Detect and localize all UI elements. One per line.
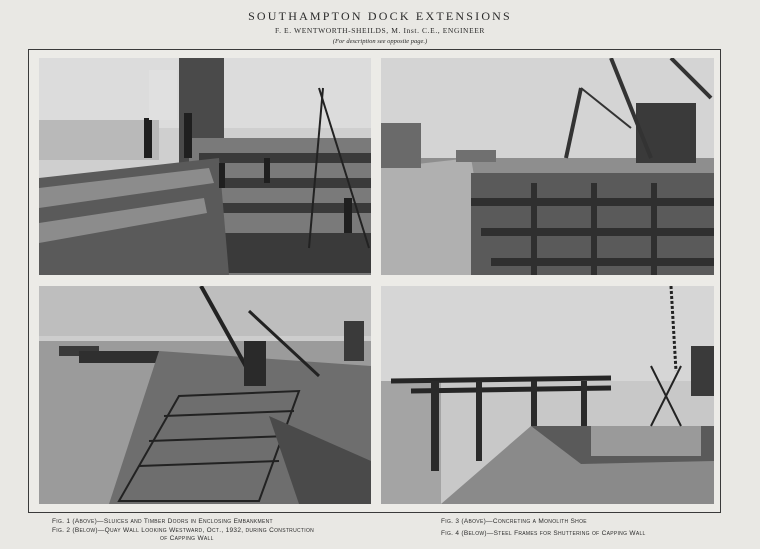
page-title: SOUTHAMPTON DOCK EXTENSIONS: [248, 9, 512, 23]
caption-fig2-continued: of Capping Wall: [160, 535, 214, 542]
caption-fig1: Fig. 1 (Above)—Sluices and Timber Doors in Enclosing Embankment: [52, 518, 273, 525]
caption-fig2: Fig. 2 (Below)—Quay Wall Looking Westward, Oct., 1932, during Construction: [52, 527, 315, 534]
photo-fig3-monolith-shoe: [381, 58, 714, 275]
caption-fig3: Fig. 3 (Above)—Concreting a Monolith Shoe: [441, 518, 587, 525]
photo-fig1-sluices: [39, 58, 371, 275]
photo-fig2-quay-wall: [39, 286, 371, 504]
photo-plate: [28, 49, 721, 513]
engineer-credit: F. E. WENTWORTH-SHEILDS, M. Inst. C.E., ENGINEER: [274, 26, 486, 35]
caption-fig4: Fig. 4 (Below)—Steel Frames for Shuttering of Capping Wall: [441, 530, 646, 537]
photo-fig4-steel-frames: [381, 286, 714, 504]
description-note: (For description see opposite page.): [332, 38, 428, 45]
